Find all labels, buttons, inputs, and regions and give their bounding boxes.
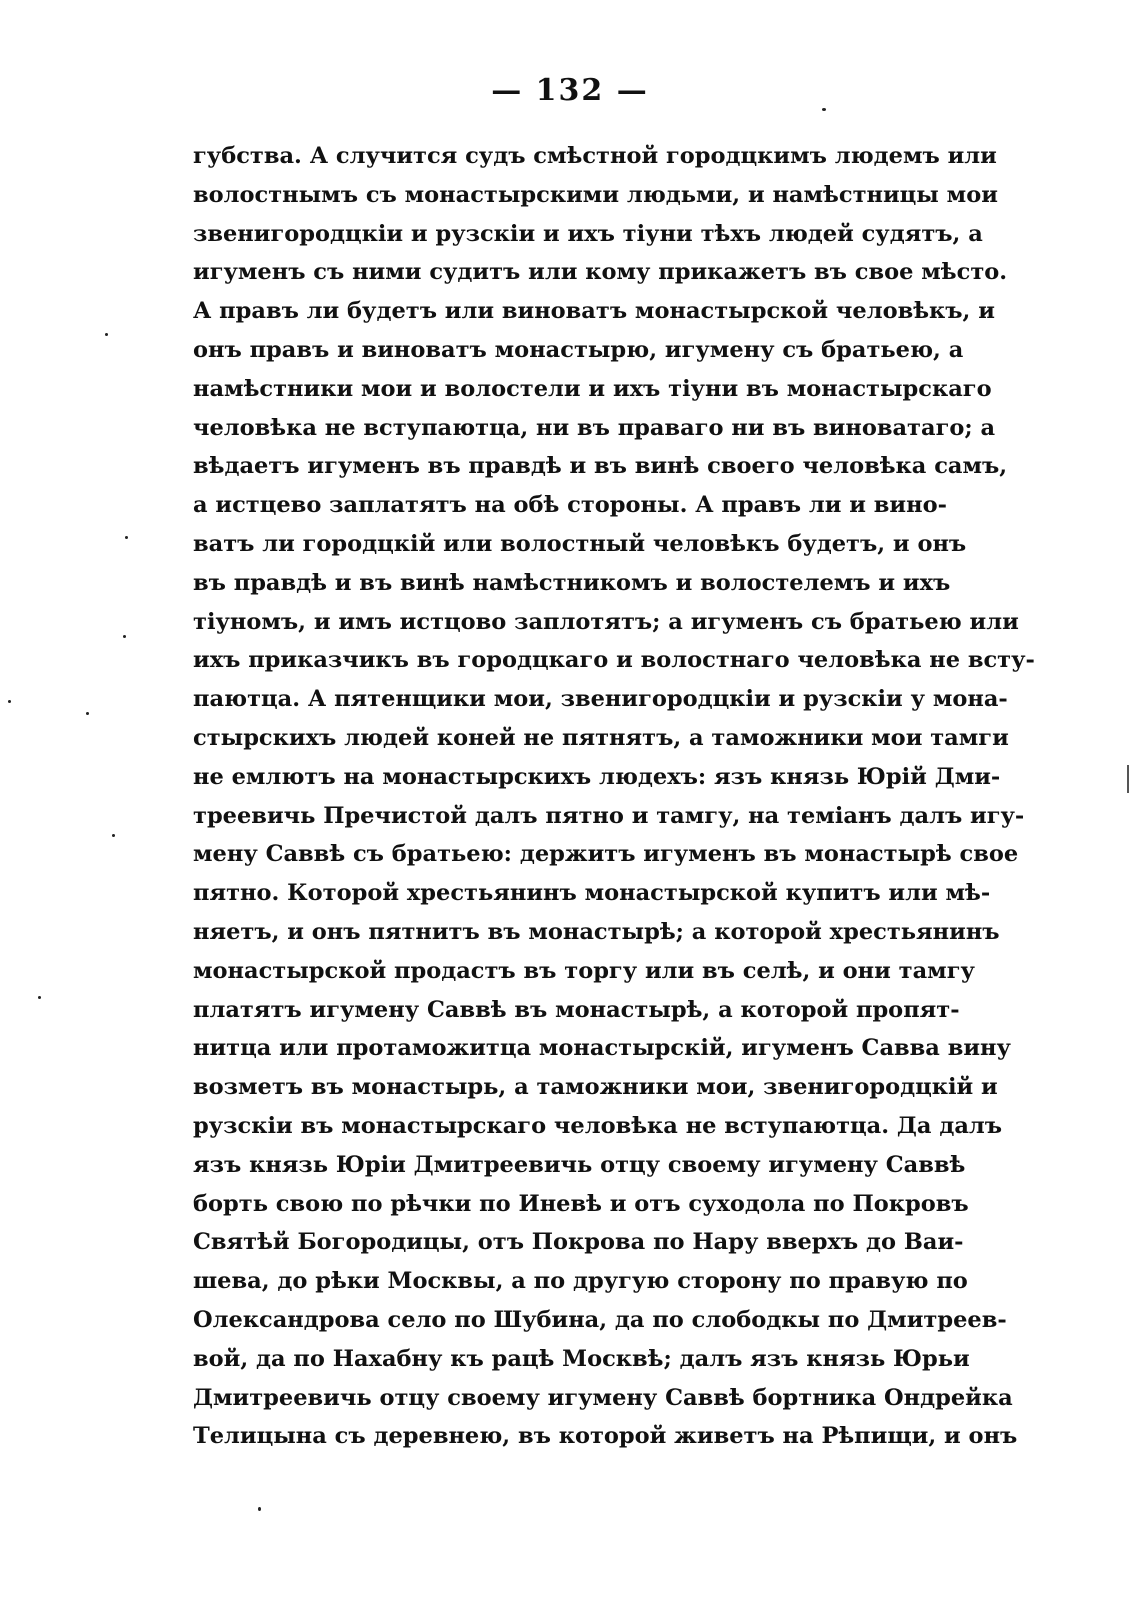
text-line: мену Саввѣ съ братьею: держитъ игуменъ въ монастырѣ свое [193, 841, 1019, 868]
text-line: монастырской продастъ въ торгу или въ селѣ, и они тамгу [193, 957, 975, 984]
text-line: ватъ ли городцкій или волостный человѣкъ будетъ, и онъ [193, 530, 967, 557]
text-line: тіуномъ, и имъ истцово заплотятъ; а игуменъ съ братьею или [193, 608, 1019, 635]
text-line: возметъ въ монастырь, а таможники мои, звенигородцкій и [193, 1074, 998, 1101]
text-line: А правъ ли будетъ или виноватъ монастырской человѣкъ, и [193, 298, 995, 325]
text-line: Олександрова село по Шубина, да по слободкы по Дмитреев- [193, 1306, 1007, 1333]
text-line: вой, да по Нахабну къ рацѣ Москвѣ; далъ язъ князь Юрьи [193, 1345, 970, 1372]
text-line: язъ князь Юріи Дмитреевичь отцу своему игумену Саввѣ [193, 1151, 966, 1178]
text-line: борть свою по рѣчки по Иневѣ и отъ суходола по Покровъ [193, 1190, 969, 1217]
scan-speck [258, 1507, 261, 1511]
text-line: рузскіи въ монастырскаго человѣка не вступаютца. Да далъ [193, 1112, 1003, 1139]
text-line: платятъ игумену Саввѣ въ монастырѣ, а которой пропят- [193, 996, 960, 1023]
text-line: вѣдаетъ игуменъ въ правдѣ и въ винѣ своего человѣка самъ, [193, 453, 1008, 480]
scan-edge-mark [1127, 765, 1129, 793]
text-line: паютца. А пятенщики мои, звенигородцкіи и рузскіи у мона- [193, 686, 1008, 713]
text-line: пятно. Которой хрестьянинъ монастырской купитъ или мѣ- [193, 880, 991, 907]
text-line: намѣстники мои и волостели и ихъ тіуни въ монастырскаго [193, 375, 992, 402]
scan-speck [125, 536, 128, 539]
text-line: треевичь Пречистой далъ пятно и тамгу, на теміанъ далъ игу- [193, 802, 1025, 829]
body-text [193, 137, 1035, 1456]
scan-speck [38, 996, 41, 999]
text-line: Дмитреевичь отцу своему игумену Саввѣ бортника Ондрейка [193, 1384, 1013, 1411]
scan-speck [822, 108, 826, 111]
text-line: волостнымъ съ монастырскими людьми, и намѣстницы мои [193, 181, 998, 208]
text-line: игуменъ съ ними судитъ или кому прикажетъ въ свое мѣсто. [193, 259, 1008, 286]
scan-speck [112, 834, 115, 837]
text-line: онъ правъ и виноватъ монастырю, игумену съ братьею, а [193, 336, 964, 363]
text-line: ихъ приказчикъ въ городцкаго и волостнаго человѣка не всту- [193, 647, 1035, 674]
text-line: не емлютъ на монастырскихъ людехъ: язъ князь Юрій Дми- [193, 763, 1001, 790]
text-line: въ правдѣ и въ винѣ намѣстникомъ и волостелемъ и ихъ [193, 569, 951, 596]
scan-speck [123, 635, 126, 638]
scan-speck [8, 700, 11, 703]
text-line: шева, до рѣки Москвы, а по другую сторону по правую по [193, 1268, 968, 1295]
text-line: Святѣй Богородицы, отъ Покрова по Нару вверхъ до Ваи- [193, 1229, 964, 1256]
text-line: Телицына съ деревнею, въ которой живетъ на Рѣпищи, и онъ [193, 1423, 1018, 1450]
text-line: а истцево заплатятъ на обѣ стороны. А правъ ли и вино- [193, 492, 947, 519]
text-line: няетъ, и онъ пятнитъ въ монастырѣ; а которой хрестьянинъ [193, 918, 1000, 945]
text-line: человѣка не вступаютца, ни въ праваго ни въ виноватаго; а [193, 414, 996, 441]
scan-speck [105, 333, 108, 336]
text-line: звенигородцкіи и рузскіи и ихъ тіуни тѣхъ людей судятъ, а [193, 220, 983, 247]
text-line: губства. А случится судъ смѣстной городцкимъ людемъ или [193, 143, 997, 169]
page-number: — 132 — [491, 73, 649, 108]
text-line: стырскихъ людей коней не пятнятъ, а таможники мои тамги [193, 724, 1009, 751]
text-line: нитца или протаможитца монастырскій, игуменъ Савва вину [193, 1035, 1011, 1062]
scan-speck [86, 712, 89, 715]
